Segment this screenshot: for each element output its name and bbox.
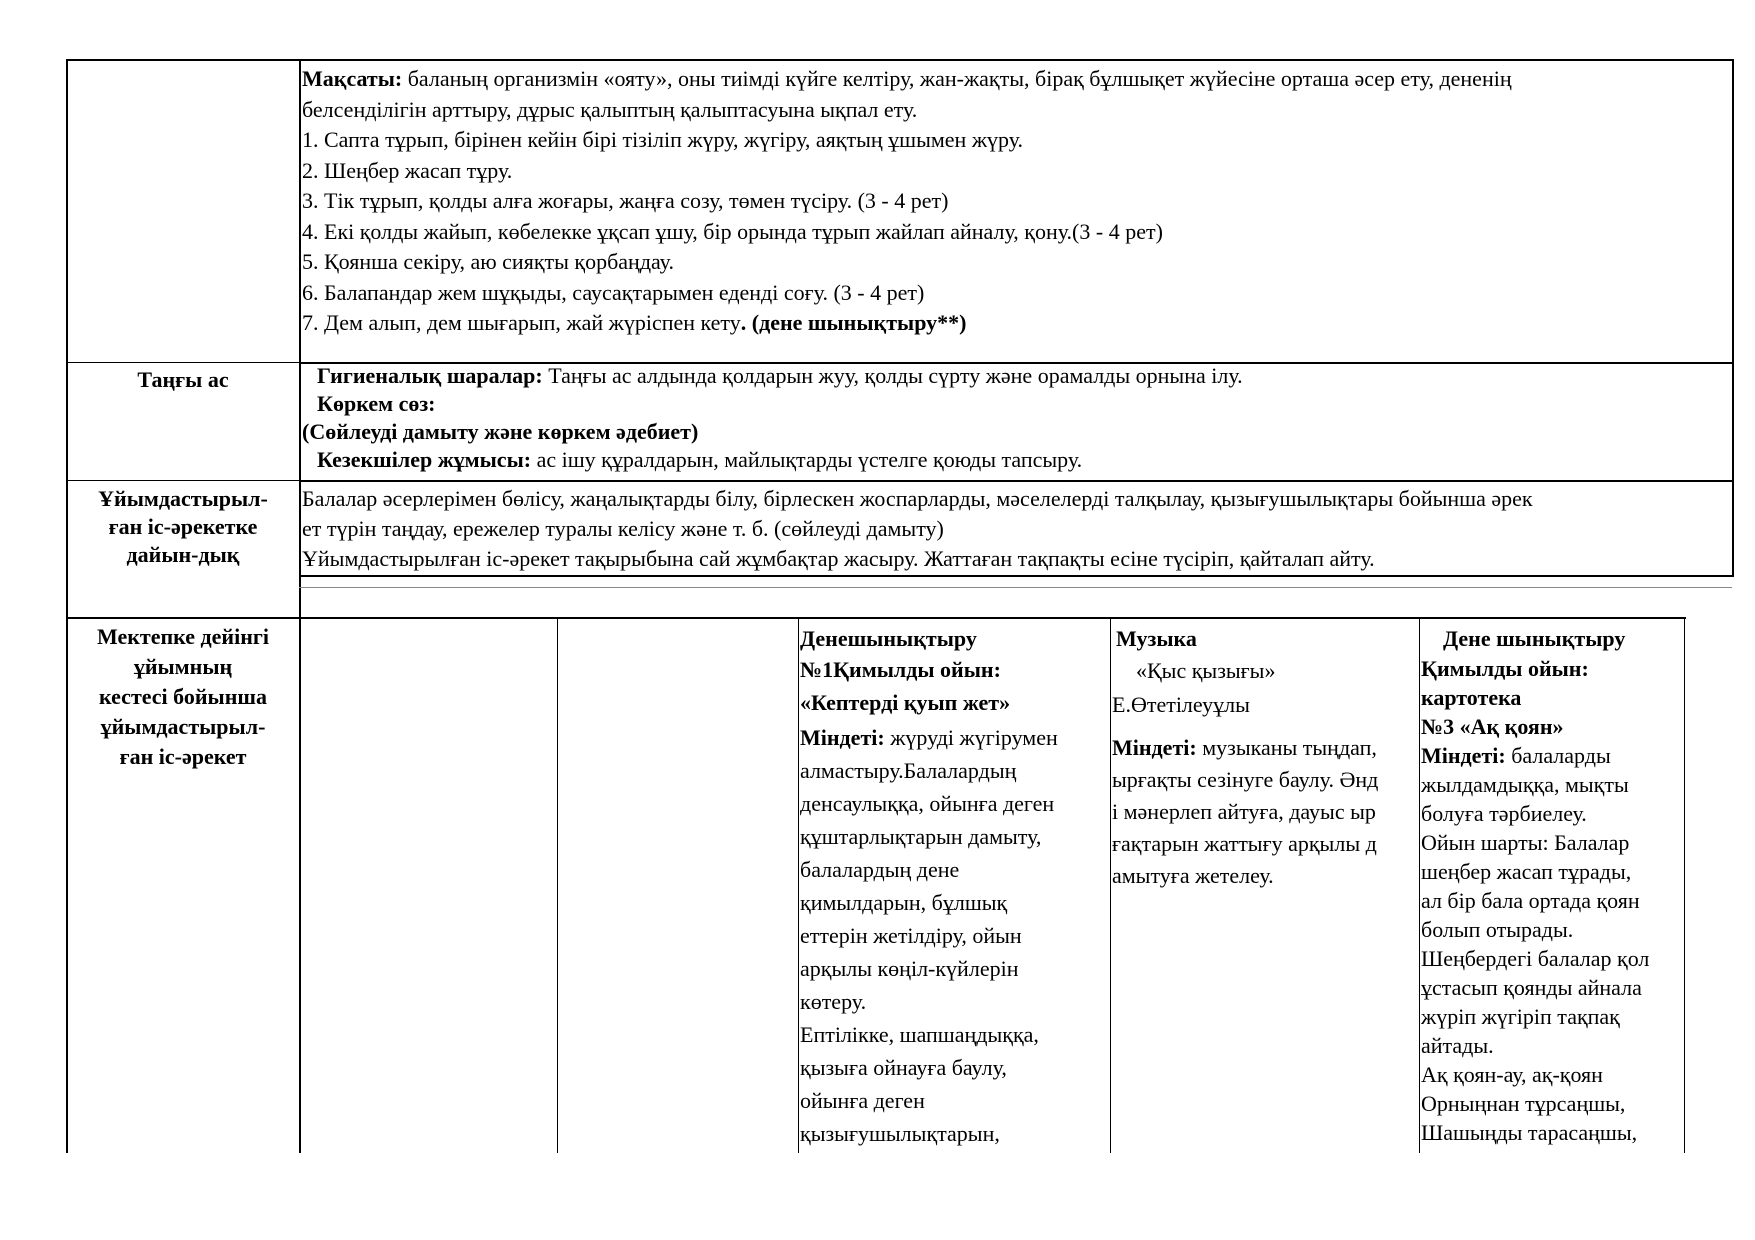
exercise-item: 5. Қоянша секіру, аю сияқты қорбаңдау. bbox=[302, 249, 674, 274]
pe-task-label: Міндеті: bbox=[800, 725, 885, 750]
organized-label-line: ұйымның bbox=[133, 654, 233, 679]
breakfast-label-cell bbox=[68, 366, 298, 394]
music-task-text: музыканы тыңдап, bbox=[1196, 735, 1377, 760]
pe2-task-line: Орныңнан тұрсаңшы, bbox=[1421, 1091, 1626, 1116]
prep-text-line: ет түрін таңдау, ережелер туралы келісу және т. б. (сөйлеуді дамыту) bbox=[302, 516, 944, 541]
pe-task-line: ойынға деген bbox=[800, 1088, 925, 1113]
music-task-line: ғақтарын жаттығу арқылы д bbox=[1112, 831, 1377, 856]
music-task-line: і мәнерлеп айтуға, дауыс ыр bbox=[1112, 799, 1376, 824]
pe-task-line: көтеру. bbox=[800, 989, 867, 1014]
organized-label-line: кестесі бойынша bbox=[99, 684, 267, 709]
exercise-item-text: 7. Дем алып, дем шығарып, жай жүріспен кету bbox=[302, 310, 741, 335]
duty-text: ас ішу құралдарын, майлықтарды үстелге қоюды тапсыру. bbox=[531, 447, 1083, 472]
hygiene-line bbox=[302, 362, 1243, 390]
pe2-game-line: №3 «Ақ қоян» bbox=[1421, 714, 1564, 739]
morning-exercise-cell bbox=[302, 64, 1512, 339]
pe2-task-line: болуға тәрбиелеу. bbox=[1421, 801, 1587, 826]
duty-line bbox=[302, 446, 1243, 474]
exercise-item: 6. Балапандар жем шұқыды, саусақтарымен еденді соғу. (3 - 4 рет) bbox=[302, 279, 925, 305]
column-divider-right bbox=[1684, 617, 1685, 1153]
pe-task-line bbox=[800, 721, 1108, 754]
row-separator-prep bbox=[299, 575, 1734, 577]
pe-task-line: қимылдарын, бұлшық bbox=[800, 890, 1008, 915]
music-task-line: ырғақты сезінуге баулу. Әнд bbox=[1112, 767, 1379, 792]
row-separator-organized bbox=[66, 617, 1686, 619]
pe2-task-line: Ойын шарты: Балалар bbox=[1421, 830, 1630, 855]
pe-task-line: алмастыру.Балалардың bbox=[800, 758, 1017, 783]
column-divider-day3 bbox=[798, 617, 799, 1153]
music-task-label: Міндеті: bbox=[1112, 735, 1197, 760]
goal-label: Мақсаты: bbox=[302, 66, 403, 91]
pe2-task-line bbox=[1421, 741, 1683, 770]
hygiene-text: Таңғы ас алдында қолдарын жуу, қолды сүрту және орамалды орнына ілу. bbox=[542, 363, 1243, 388]
table-top-border bbox=[66, 59, 1734, 61]
exercise-item: 1. Сапта тұрып, бірінен кейін бірі тізіліп жүру, жүгіру, аяқтың ұшымен жүру. bbox=[302, 127, 1024, 152]
organized-label-cell bbox=[68, 622, 298, 772]
row-separator-exercise-label bbox=[66, 362, 299, 363]
pe2-task-line: айтады. bbox=[1421, 1033, 1494, 1058]
exercise-item: 4. Екі қолды жайып, көбелекке ұқсап ұшу, бір орында тұрып жайлап айналу, қону.(3 - 4 рет) bbox=[302, 218, 1163, 244]
row-separator-breakfast-label bbox=[66, 480, 299, 481]
exercise-item bbox=[302, 308, 1512, 339]
breakfast-cell bbox=[302, 362, 1243, 474]
column-divider-day5 bbox=[1419, 617, 1420, 1153]
prep-label-line: ған іс-әрекетке bbox=[108, 514, 258, 539]
music-task-line: амытуға жетелеу. bbox=[1112, 863, 1274, 888]
pe2-game-line: Қимылды ойын: bbox=[1421, 656, 1589, 681]
prep-label-line: Ұйымдастырыл- bbox=[98, 486, 268, 511]
organized-label-line: ған іс-әрекет bbox=[119, 744, 247, 769]
pe-task-line: денсаулыққа, ойынға деген bbox=[800, 791, 1055, 816]
pe2-task-line: Ақ қоян-ау, ақ-қоян bbox=[1421, 1062, 1603, 1087]
hygiene-label: Гигиеналық шаралар: bbox=[317, 363, 543, 388]
pe-title: Денешынықтыру bbox=[800, 626, 977, 651]
pe2-activity-cell bbox=[1421, 623, 1683, 1147]
pe-game-name: «Кептерді қуып жет» bbox=[800, 690, 1011, 715]
pe-task-line: еттерін жетілдіру, ойын bbox=[800, 923, 1022, 948]
music-author: Е.Өтетілеуұлы bbox=[1112, 692, 1250, 717]
art-word-label: Көркем сөз: bbox=[317, 391, 436, 416]
table-right-border-upper bbox=[1732, 59, 1734, 576]
prep-label-line: дайын-дық bbox=[126, 542, 240, 567]
pe2-task-line: болып отырады. bbox=[1421, 917, 1574, 942]
column-divider-label bbox=[299, 59, 301, 1153]
pe2-task-line: шеңбер жасап тұрады, bbox=[1421, 859, 1632, 884]
breakfast-label: Таңғы ас bbox=[137, 367, 229, 392]
exercise-item: 2. Шеңбер жасап тұру. bbox=[302, 157, 513, 183]
pe-activity-cell bbox=[800, 623, 1108, 1150]
pe2-task-line: ал бір бала ортада қоян bbox=[1421, 888, 1640, 913]
pe-task-line: қызыға ойнауға баулу, bbox=[800, 1055, 1007, 1080]
organized-label-line: ұйымдастырыл- bbox=[100, 714, 266, 739]
prep-label-cell bbox=[68, 485, 298, 569]
exercise-item-subject: . (дене шынықтыру**) bbox=[740, 310, 967, 335]
pe2-title: Дене шынықтыру bbox=[1443, 626, 1626, 651]
pe-task-line: құштарлықтарын дамыту, bbox=[800, 824, 1042, 849]
music-title: Музыка bbox=[1116, 626, 1197, 651]
pe-task-text: жүруді жүгірумен bbox=[884, 725, 1058, 750]
duty-label: Кезекшілер жұмысы: bbox=[317, 447, 532, 472]
goal-text-continued: белсенділігін арттыру, дұрыс қалыптың қалыптасуына ықпал ету. bbox=[302, 96, 918, 122]
goal-text: баланың организмін «ояту», оны тиімді күйге келтіру, жан-жақты, бірақ бұлшықет жүйесіне орташа әсер ету, дененің bbox=[402, 66, 1512, 91]
pe2-task-line: жүріп жүгіріп тақпақ bbox=[1421, 1004, 1620, 1029]
pe2-task-label: Міндеті: bbox=[1421, 743, 1506, 768]
music-song: «Қыс қызығы» bbox=[1136, 658, 1276, 683]
pe-task-line: балалардың дене bbox=[800, 857, 960, 882]
exercise-item: 3. Тік тұрып, қолды алға жоғары, жаңға созу, төмен түсіру. (3 - 4 рет) bbox=[302, 188, 949, 213]
column-divider-day4 bbox=[1110, 617, 1111, 1153]
art-subject-line bbox=[302, 418, 1243, 446]
pe-task-line: арқылы көңіл-күйлерін bbox=[800, 956, 1019, 981]
pe2-game-line: картотека bbox=[1421, 685, 1522, 710]
pe-task-line: қызығушылықтарын, bbox=[800, 1121, 1000, 1146]
prep-text-line: Ұйымдастырылған іс-әрекет тақырыбына сай жұмбақтар жасыру. Жаттаған тақпақты есіне түсіріп, қайталап айту. bbox=[302, 546, 1375, 571]
row-separator-prep-inner bbox=[299, 587, 1732, 588]
pe2-task-text: балаларды bbox=[1505, 743, 1611, 768]
pe2-task-line: Шеңбердегі балалар қол bbox=[1421, 946, 1650, 971]
pe-task-line: Ептілікке, шапшаңдыққа, bbox=[800, 1022, 1039, 1047]
music-task-line bbox=[1112, 731, 1418, 764]
pe2-task-line: Шашыңды тарасаңшы, bbox=[1421, 1120, 1638, 1145]
pe-game-line: №1Қимылды ойын: bbox=[800, 657, 1001, 682]
goal-line bbox=[302, 64, 1512, 95]
pe2-task-line: жылдамдыққа, мықты bbox=[1421, 772, 1629, 797]
row-separator-breakfast bbox=[299, 480, 1734, 482]
music-activity-cell bbox=[1112, 623, 1418, 892]
prep-cell bbox=[302, 484, 1533, 574]
pe2-task-line: ұстасып қоянды айнала bbox=[1421, 975, 1642, 1000]
organized-label-line: Мектепке дейінгі bbox=[96, 624, 269, 649]
art-subject: (Сөйлеуді дамыту және көркем әдебиет) bbox=[302, 419, 699, 444]
table-left-border bbox=[66, 59, 68, 1153]
column-divider-day2 bbox=[557, 617, 558, 1153]
prep-text-line: Балалар әсерлерімен бөлісу, жаңалықтарды білу, бірлескен жоспарларды, мәселелерді талқылау, қызығушылықтары бойынша әрек bbox=[302, 486, 1533, 511]
art-word-line bbox=[302, 390, 1243, 418]
